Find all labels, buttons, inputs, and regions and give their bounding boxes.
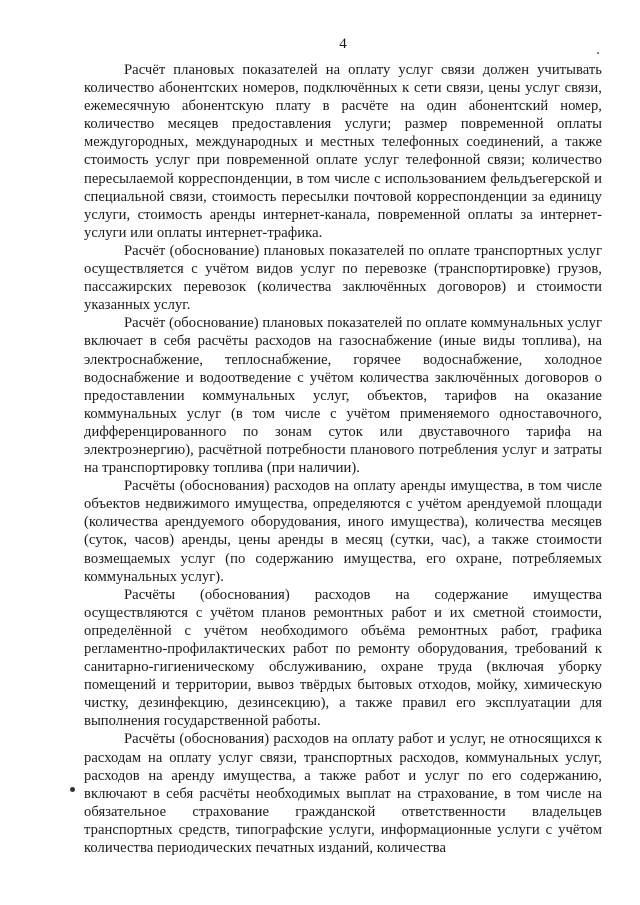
paragraph-utility-services: Расчёт (обоснование) плановых показателей по оплате коммунальных услуг включает в себя расчёты расходов на газоснабжение (иные виды топлива), на электроснабжение, теплоснабжение, горячее водоснабжение, холодное водоснабжение и водоотведение с учётом количества заключённых договоров о предоставлении коммунальных услуг, объектов, тарифов на оказание коммунальных услуг (в том числе с учётом применяемого одноставочного, дифференцированного по зонам суток или двуставочного тарифа на электроэнергию), расчётной потребности планового потребления услуг и затраты на транспортировку топлива (при наличии). bbox=[84, 315, 602, 477]
paragraph-transport-services: Расчёт (обоснование) плановых показателей по оплате транспортных услуг осуществляется с учётом видов услуг по перевозке (транспортировке) грузов, пассажирских перевозок (количества заключённых договоров) и стоимости указанных услуг. bbox=[84, 242, 602, 314]
paragraph-communication-services: Расчёт плановых показателей на оплату услуг связи должен учитывать количество абонентских номеров, подключённых к сети связи, цены услуг связи, ежемесячную абонентскую плату в расчёте на один абонентский номер, количество месяцев предоставления услуги; размер повременной оплаты междугородных, международных и местных телефонных соединений, а также стоимость услуг при повременной оплате услуг телефонной связи; количество пересылаемой корреспонденции, в том числе с использованием фельдъегерской и специальной связи, стоимость пересылки почтовой корреспонденции за единицу услуги, стоимость аренды интернет-канала, повременной оплаты за интернет-услуги или оплаты интернет-трафика. bbox=[84, 62, 602, 241]
scan-speck bbox=[597, 52, 599, 54]
margin-bullet-mark bbox=[70, 787, 75, 792]
paragraph-property-rent: Расчёты (обоснования) расходов на оплату аренды имущества, в том числе объектов недвижимого имущества, определяются с учётом арендуемой площади (количества арендуемого оборудования, иного имущества), количества месяцев (суток, часов) аренды, цены аренды в месяц (сутки, час), а также стоимости возмещаемых услуг (по содержанию имущества, его охране, потребляемых коммунальных услуг). bbox=[84, 478, 602, 585]
page-number: 4 bbox=[339, 36, 347, 52]
document-page bbox=[84, 36, 602, 857]
paragraph-property-maintenance: Расчёты (обоснования) расходов на содержание имущества осуществляются с учётом планов ремонтных работ и их сметной стоимости, определённой с учётом необходимого объёма ремонтных работ, графика регламентно-профилактических работ по ремонту оборудования, требований к санитарно-гигиеническому обслуживанию, охране труда (включая уборку помещений и территории, вывоз твёрдых бытовых отходов, мойку, химическую чистку, дезинфекцию, дезинсекцию), а также правил его эксплуатации для выполнения государственной работы. bbox=[84, 586, 602, 730]
paragraph-other-works-services: Расчёты (обоснования) расходов на оплату работ и услуг, не относящихся к расходам на оплату услуг связи, транспортных расходов, коммунальных услуг, расходов на аренду имущества, а также работ и услуг по его содержанию, включают в себя расчёты необходимых выплат на страхование, в том числе на обязательное страхование гражданской ответственности владельцев транспортных средств, типографские услуги, информационные услуги с учётом количества периодических печатных изданий, количества bbox=[84, 731, 602, 857]
